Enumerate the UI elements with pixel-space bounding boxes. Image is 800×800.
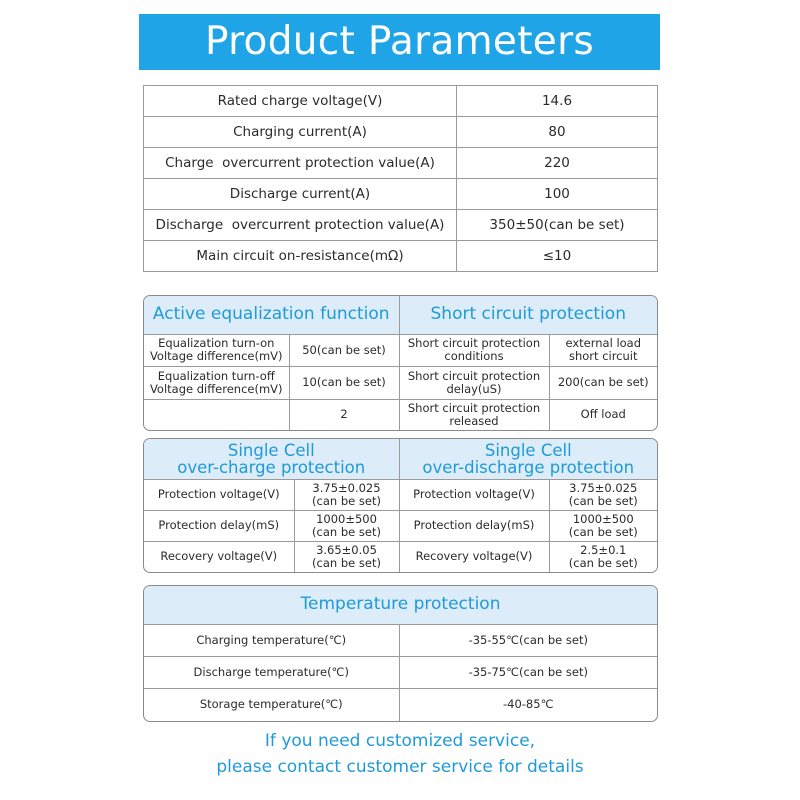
overcharge-title: Single Cell over-charge protection [144,439,399,479]
param-label: Discharge current(A) [144,179,457,210]
overcharge-value: 1000±500 (can be set) [294,510,399,541]
table-row [144,148,658,179]
footer-line-1: If you need customized service, [264,731,536,751]
overcharge-value: 3.65±0.05 (can be set) [294,541,399,572]
equalization-label: Equalization turn-off Voltage difference(mV) [144,366,289,399]
equalization-value: 2 [289,399,399,430]
param-value: 100 [457,179,658,210]
short-circuit-value: 200(can be set) [549,366,657,399]
temperature-value: -40-85℃ [399,688,657,721]
short-circuit-value: Off load [549,399,657,430]
table-row [144,688,657,721]
short-circuit-label: Short circuit protection conditions [399,334,549,366]
overcharge-value: 3.75±0.025 (can be set) [294,479,399,510]
table-row [144,241,658,272]
temperature-label: Storage temperature(℃) [144,688,399,721]
param-label: Charge overcurrent protection value(A) [144,148,457,179]
param-value: 14.6 [457,86,658,117]
banner-title: Product Parameters [139,14,660,70]
table-row [144,541,657,572]
temperature-label: Discharge temperature(℃) [144,656,399,688]
equalization-title: Active equalization function [144,296,399,334]
table-row [144,479,657,510]
table-row [144,366,657,399]
equalization-label [144,399,289,430]
table-row [144,624,657,656]
equalization-label: Equalization turn-on Voltage difference(mV) [144,334,289,366]
overdischarge-title: Single Cell over-discharge protection [399,439,657,479]
short-circuit-title: Short circuit protection [399,296,657,334]
param-label: Rated charge voltage(V) [144,86,457,117]
temperature-value: -35-75℃(can be set) [399,656,657,688]
overcharge-label: Protection voltage(V) [144,479,294,510]
overdischarge-label: Recovery voltage(V) [399,541,549,572]
overdischarge-value: 1000±500 (can be set) [549,510,657,541]
table-row [144,510,657,541]
overdischarge-value: 2.5±0.1 (can be set) [549,541,657,572]
product-parameters-table [143,85,658,272]
table-row [144,210,658,241]
param-value: 350±50(can be set) [457,210,658,241]
short-circuit-label: Short circuit protection delay(uS) [399,366,549,399]
equalization-value: 10(can be set) [289,366,399,399]
overdischarge-label: Protection delay(mS) [399,510,549,541]
equalization-short-circuit-section [143,295,658,431]
footer-line-2: please contact customer service for details [216,757,584,777]
short-circuit-value: external load short circuit [549,334,657,366]
temperature-label: Charging temperature(℃) [144,624,399,656]
single-cell-protection-section [143,438,658,573]
short-circuit-label: Short circuit protection released [399,399,549,430]
table-row [144,179,658,210]
table-row [144,399,657,430]
temperature-value: -35-55℃(can be set) [399,624,657,656]
param-value: 220 [457,148,658,179]
temperature-title: Temperature protection [144,586,657,624]
table-row [144,334,657,366]
param-label: Main circuit on-resistance(mΩ) [144,241,457,272]
overcharge-label: Recovery voltage(V) [144,541,294,572]
equalization-value: 50(can be set) [289,334,399,366]
param-label: Discharge overcurrent protection value(A) [144,210,457,241]
overdischarge-label: Protection voltage(V) [399,479,549,510]
table-row [144,86,658,117]
param-value: 80 [457,117,658,148]
param-value: ≤10 [457,241,658,272]
table-row [144,656,657,688]
param-label: Charging current(A) [144,117,457,148]
overdischarge-value: 3.75±0.025 (can be set) [549,479,657,510]
temperature-protection-section [143,585,658,722]
table-row [144,117,658,148]
overcharge-label: Protection delay(mS) [144,510,294,541]
